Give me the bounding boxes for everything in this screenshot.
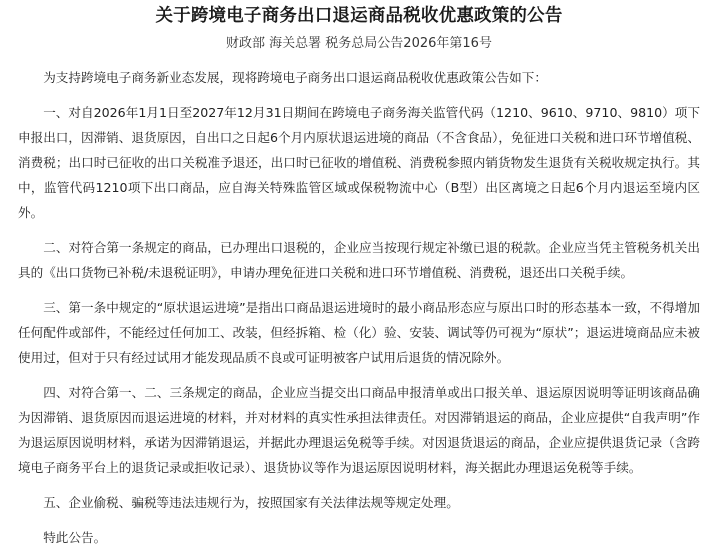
- article-2: 二、对符合第一条规定的商品，已办理出口退税的，企业应当按现行规定补缴已退的税款。企业应当凭主管税务机关出具的《出口货物已补税/未退税证明》，申请办理免征进口关税和进口环节增值税、消费税，退还出口关税手续。: [18, 240, 700, 280]
- article-3: 三、第一条中规定的“原状退运进境”是指出口商品退运进境时的最小商品形态应与原出口时的形态基本一致，不得增加任何配件或部件，不能经过任何加工、改装，但经拆箱、检（化）验、安装、调试等仍可视为“原状”；退运进境商品应未被使用过，但对于只有经过试用才能发现品质不良或可证明被客户试用后退货的情况除外。: [18, 300, 700, 365]
- document-body: [18, 65, 700, 550]
- document-title: 关于跨境电子商务出口退运商品税收优惠政策的公告: [155, 6, 563, 26]
- article-4: 四、对符合第一、二、三条规定的商品，企业应当提交出口商品申报清单或出口报关单、退运原因说明等证明该商品确为因滞销、退货原因而退运进境的材料，并对材料的真实性承担法律责任。对因滞销退运的商品，企业应提供“自我声明”作为退运原因说明材料，承诺为因滞销退运，并据此办理退运免税等手续。对因退货退运的商品，企业应提供退货记录（含跨境电子商务平台上的退货记录或拒收记录）、退货协议等作为退运原因说明材料，海关据此办理退运免税等手续。: [18, 385, 700, 475]
- intro-paragraph: 为支持跨境电子商务新业态发展，现将跨境电子商务出口退运商品税收优惠政策公告如下：: [43, 70, 547, 85]
- issuer-line: 财政部 海关总署 税务总局公告2026年第16号: [226, 36, 492, 51]
- article-1: 一、对自2026年1月1日至2027年12月31日期间在跨境电子商务海关监管代码（1210、9610、9710、9810）项下申报出口，因滞销、退货原因，自出口之日起6个月内原状退运进境的商品（不含食品），免征进口关税和进口环节增值税、消费税；出口时已征收的出口关税准予退还，出口时已征收的增值税、消费税参照内销货物发生退货有关税收规定执行。其中，监管代码1210项下出口商品，应自海关特殊监管区域或保税物流中心（B型）出区离境之日起6个月内退运至境内区外。: [18, 105, 700, 220]
- closing-paragraph: 特此公告。: [43, 530, 107, 545]
- article-5: 五、企业偷税、骗税等违法违规行为，按照国家有关法律法规等规定处理。: [43, 495, 459, 510]
